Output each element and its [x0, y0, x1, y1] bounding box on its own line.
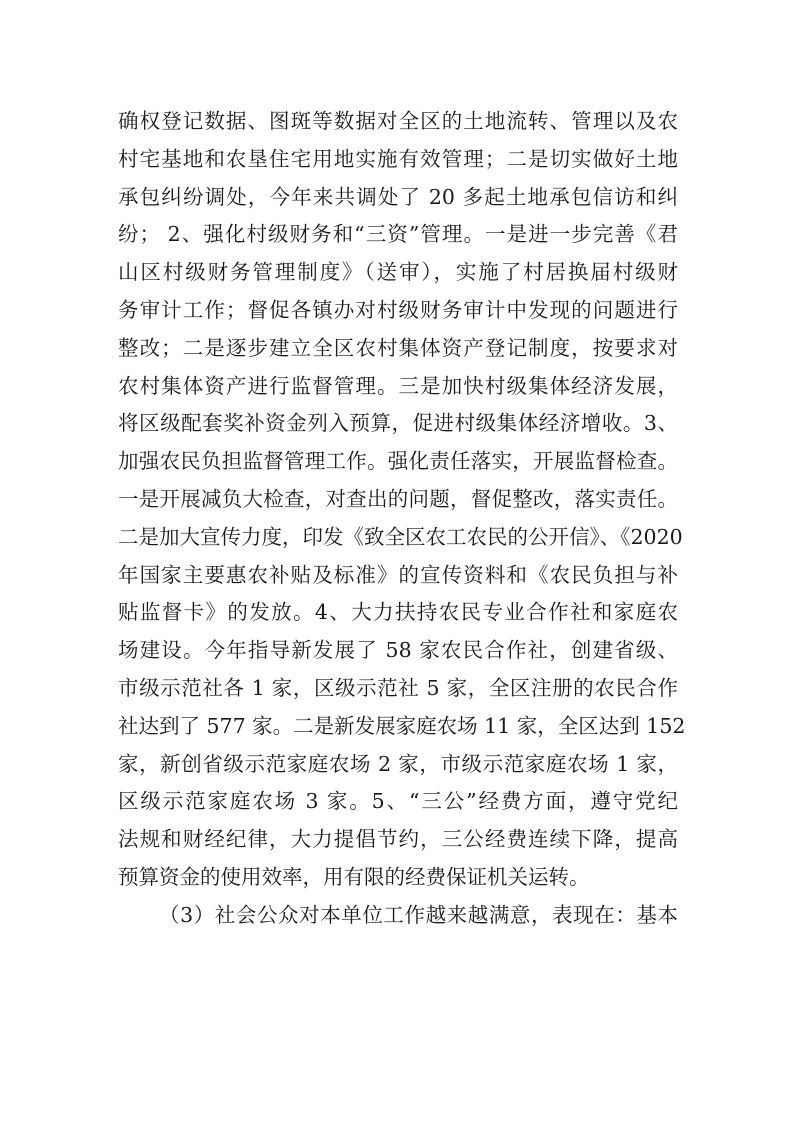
text-line: 整改；二是逐步建立全区农村集体资产登记制度，按要求对	[118, 335, 678, 360]
text-line: 确权登记数据、图斑等数据对全区的土地流转、管理以及农	[118, 109, 678, 133]
text-line: 社达到了 577 家。二是新发展家庭农场 11 家，全区达到 152	[118, 713, 686, 738]
text-line: 加强农民负担监督管理工作。强化责任落实，开展监督检查。	[118, 449, 678, 474]
text-line: 山区村级财务管理制度》（送审），实施了村居换届村级财	[118, 260, 678, 285]
text-line: 纷； 2、强化村级财务和“三资”管理。一是进一步完善《君	[118, 222, 678, 247]
text-line: 务审计工作；督促各镇办对村级财务审计中发现的问题进行	[118, 297, 678, 322]
text-line: 市级示范社各 1 家，区级示范社 5 家，全区注册的农民合作	[118, 675, 678, 700]
text-line: 年国家主要惠农补贴及标准》的宣传资料和《农民负担与补	[118, 562, 678, 587]
text-line: 法规和财经纪律，大力提倡节约，三公经费连续下降，提高	[118, 827, 678, 852]
text-line: （3）社会公众对本单位工作越来越满意，表现在：基本	[159, 902, 678, 927]
text-line: 场建设。今年指导新发展了 58 家农民合作社，创建省级、	[118, 638, 678, 663]
text-line: 村宅基地和农垦住宅用地实施有效管理；二是切实做好土地	[118, 146, 678, 171]
text-line: 区级示范家庭农场 3 家。5、“三公”经费方面，遵守党纪	[118, 789, 678, 814]
text-line: 一是开展减负大检查，对查出的问题，督促整改，落实责任。	[118, 486, 678, 511]
text-line: 二是加大宣传力度，印发《致全区农工农民的公开信》、《2020	[118, 524, 683, 549]
text-line: 贴监督卡》的发放。4、大力扶持农民专业合作社和家庭农	[118, 600, 678, 625]
paragraph-1	[118, 103, 686, 897]
text-line: 预算资金的使用效率，用有限的经费保证机关运转。	[118, 864, 590, 889]
text-line: 家，新创省级示范家庭农场 2 家，市级示范家庭农场 1 家，	[118, 751, 678, 776]
body-text	[118, 103, 686, 935]
text-line: 农村集体资产进行监督管理。三是加快村级集体经济发展，	[118, 373, 678, 398]
text-line: 将区级配套奖补资金列入预算，促进村级集体经济增收。3、	[118, 411, 678, 436]
text-line: 承包纠纷调处，今年来共调处了 20 多起土地承包信访和纠	[118, 184, 678, 209]
paragraph-2	[118, 897, 678, 935]
